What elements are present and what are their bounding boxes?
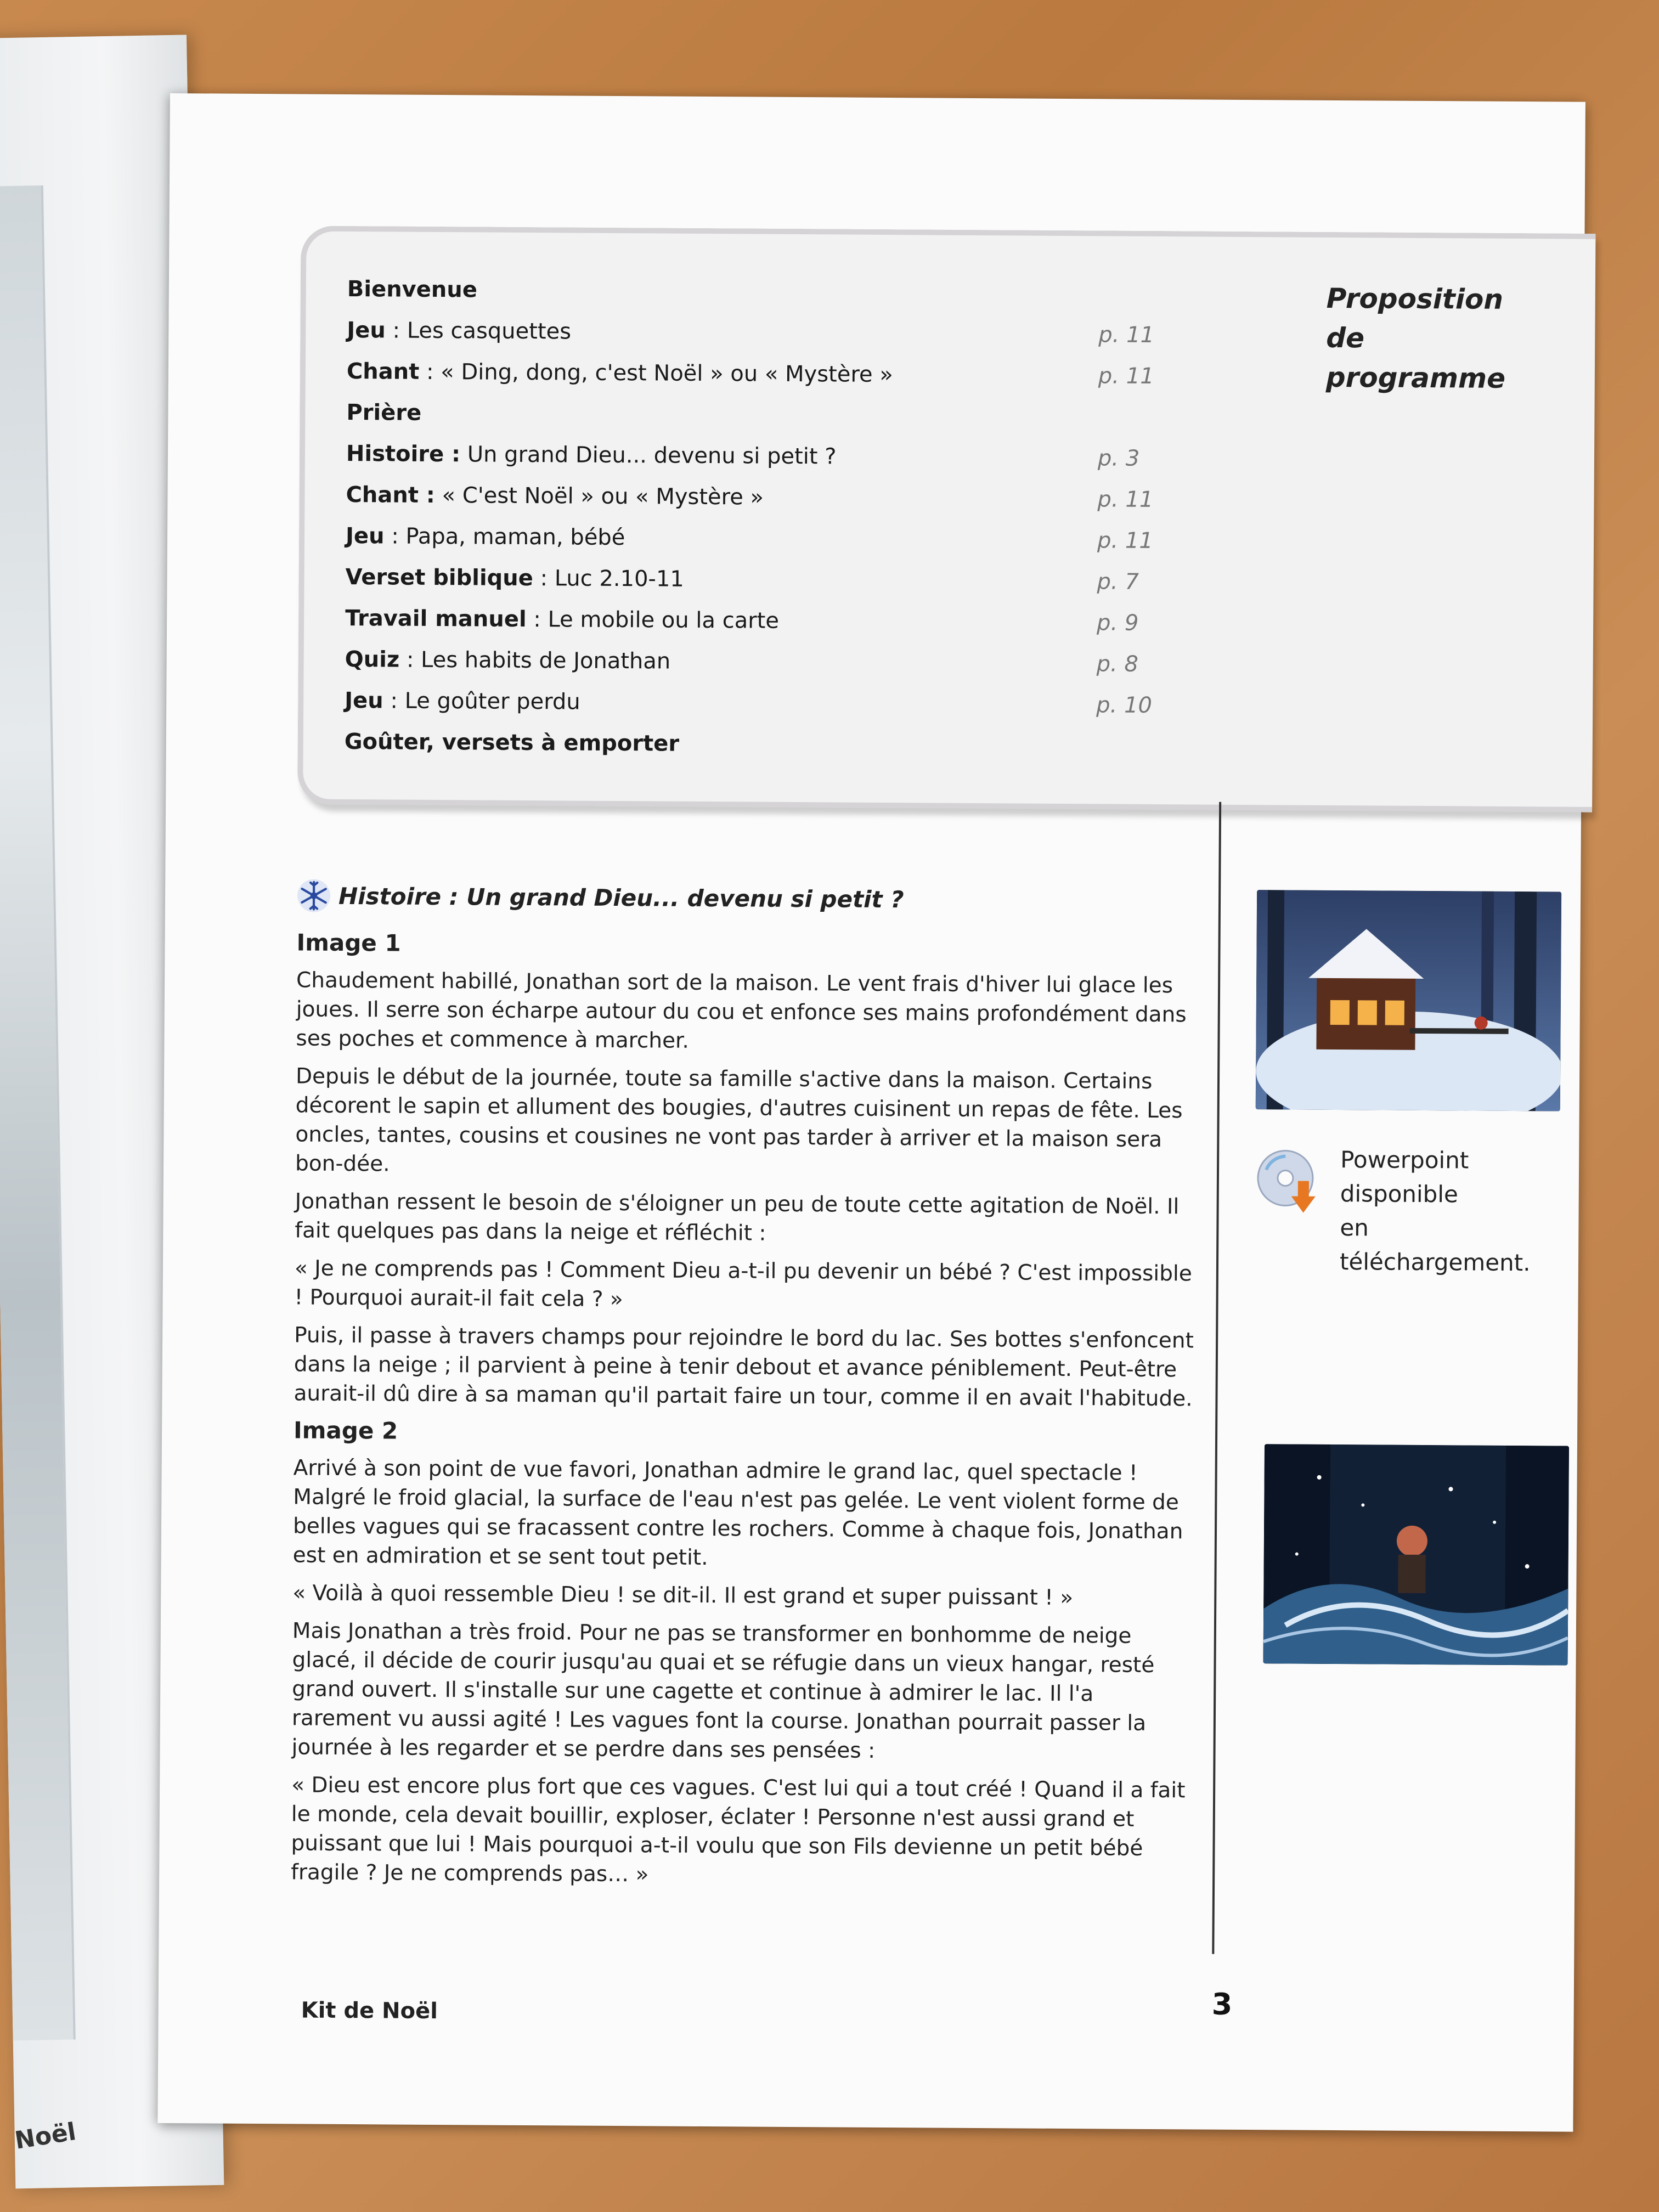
program-page-ref: p. 11 (1098, 322, 1155, 348)
powerpoint-note (1255, 1142, 1562, 1277)
image1-label: Image 1 (296, 929, 401, 957)
program-item: Bienvenue (347, 276, 478, 303)
program-item: Prière (346, 399, 422, 426)
paragraph: Jonathan ressent le besoin de s'éloigner un peu de toute cette agitation de Noël. Il fait quelques pas dans la neige et réfléchit : (295, 1189, 1180, 1246)
program-page-ref: p. 8 (1096, 651, 1139, 677)
paragraph: Arrivé à son point de vue favori, Jonathan admire le grand lac, quel spectacle ! Malgré le froid glacial, la surface de l'eau n'est pas gelée. Le vent violent forme de belles vagues qui se fracassent contre les rochers. Comme à chaque fois, Jonathan est en admiration et se sent tout petit. (292, 1455, 1183, 1571)
program-page-ref: p. 9 (1096, 610, 1139, 636)
program-item: Jeu : Papa, maman, bébé p. 11 (346, 516, 1169, 562)
paragraph: « Je ne comprends pas ! Comment Dieu a-t-il pu devenir un bébé ? C'est impossible ! Pourquoi aurait-il fait cela ? » (294, 1256, 1192, 1312)
program-page-ref: p. 7 (1097, 569, 1139, 595)
program-page-ref: p. 3 (1097, 445, 1140, 471)
paragraph: Depuis le début de la journée, toute sa famille s'active dans la maison. Certains décorent le sapin et allument des bougies, d'autres cuisinent un repas de fête. Les oncles, tantes, cousins et cousines ne vont pas tarder à arriver et la maison sera bon-dée. (295, 1064, 1183, 1177)
paragraph: Mais Jonathan a très froid. Pour ne pas se transformer en bonhomme de neige glacé, il décide de courir jusqu'au quai et se réfugie dans un vieux hangar, resté grand ouvert. Il s'installe sur une cagette et continue à admirer le lac. Il l'a rarement vu aussi agité ! Les vagues font la course. Jonathan pourrait passer la journée à les regarder et se perdre dans ses pensées : (291, 1618, 1155, 1763)
program-item: Verset biblique : Luc 2.10-11 p. 7 (345, 557, 1168, 603)
page-number: 3 (1211, 1987, 1233, 2022)
ppt-line2: en téléchargement. (1339, 1214, 1531, 1277)
stormy-lake-illustration (1263, 1444, 1569, 1665)
program-title: Proposition de programme (1325, 282, 1506, 394)
program-list (345, 269, 1170, 768)
program-item: Jeu : Le goûter perdu p. 10 (345, 680, 1167, 726)
story-heading: Histoire : Un grand Dieu... devenu si petit ? (297, 878, 1197, 918)
document-page (157, 93, 1585, 2132)
program-item: Chant : « C'est Noël » ou « Mystère » p. 11 (346, 475, 1169, 521)
snowflake-icon (297, 878, 331, 912)
program-item: Goûter, versets à emporter (344, 729, 680, 757)
column-divider (1212, 802, 1221, 1954)
footer-title: Kit de Noël (301, 1997, 438, 2024)
program-page-ref: p. 11 (1097, 487, 1154, 512)
program-item: Jeu : Les casquettes p. 11 (347, 310, 1170, 356)
program-item: Histoire : Un grand Dieu... devenu si petit ? p. 3 (346, 433, 1169, 479)
ppt-line1: Powerpoint disponible (1340, 1146, 1469, 1208)
program-item: Travail manuel : Le mobile ou la carte p. 9 (345, 598, 1168, 644)
program-page-ref: p. 11 (1098, 363, 1154, 389)
paragraph: Puis, il passe à travers champs pour rejoindre le bord du lac. Ses bottes s'enfoncent dans la neige ; il parvient à peine à tenir debout et avance péniblement. Peut-être aurait-il dû dire à sa maman qu'il partait faire un tour, comme il en avait l'habitude. (294, 1323, 1194, 1412)
cd-download-icon (1255, 1148, 1327, 1220)
left-page-footer: Noël (13, 2117, 78, 2155)
program-box (297, 225, 1595, 812)
program-page-ref: p. 10 (1096, 692, 1153, 718)
story-section (291, 878, 1197, 1901)
paragraph: « Dieu est encore plus fort que ces vagues. C'est lui qui a tout créé ! Quand il a fait le monde, cela devait bouillir, exploser, éclater ! Personne n'est aussi grand et puissant que lui ! Mais pourquoi a-t-il voulu que son Fils devienne un petit bébé fragile ? Je ne comprends pas… » (291, 1773, 1186, 1887)
paragraph: « Voilà à quoi ressemble Dieu ! se dit-il. Il est grand et super puissant ! » (292, 1581, 1074, 1611)
winter-cabin-illustration (1256, 890, 1561, 1111)
program-page-ref: p. 11 (1097, 528, 1153, 554)
program-item: Chant : « Ding, dong, c'est Noël » ou « Mystère » p. 11 (347, 351, 1170, 397)
image2-label: Image 2 (293, 1417, 398, 1444)
paragraph: Chaudement habillé, Jonathan sort de la maison. Le vent frais d'hiver lui glace les joues. Il serre son écharpe autour du cou et enfonce ses mains profondément dans ses poches et commence à marcher. (296, 968, 1187, 1053)
left-page-photo (0, 185, 76, 2040)
program-item: Quiz : Les habits de Jonathan p. 8 (345, 639, 1167, 685)
